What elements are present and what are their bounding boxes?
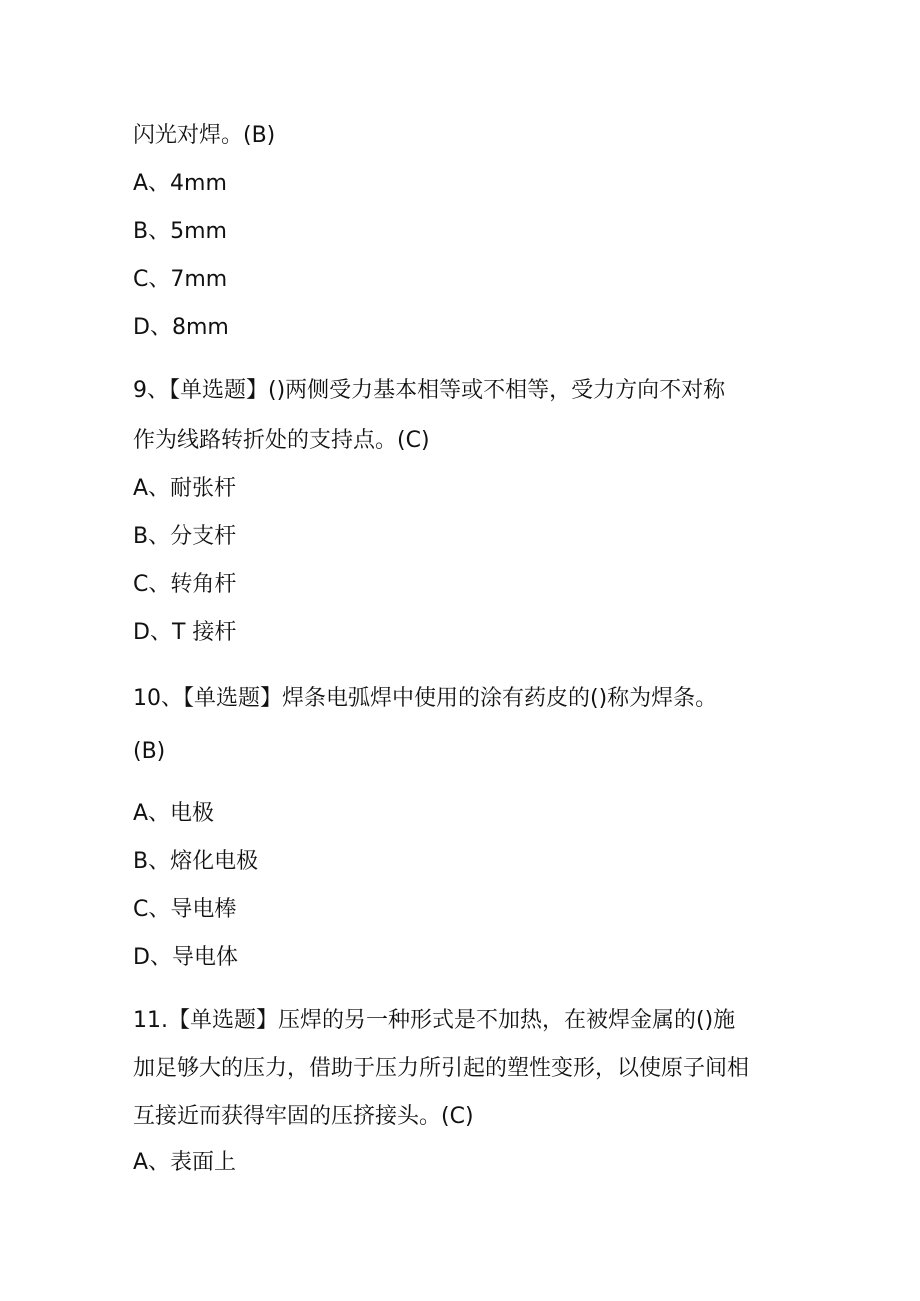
question-9-option-b: B、分支杆 bbox=[133, 524, 237, 549]
question-8-option-d: D、8mm bbox=[133, 315, 229, 340]
question-9-line-1: 9、【单选题】()两侧受力基本相等或不相等，受力方向不对称 bbox=[133, 378, 726, 403]
question-8-option-b: B、5mm bbox=[133, 219, 227, 244]
question-8-tail: 闪光对焊。(B) bbox=[133, 123, 276, 148]
question-11-line-1: 11.【单选题】压焊的另一种形式是不加热，在被焊金属的()施 bbox=[133, 1008, 736, 1033]
question-11-option-a: A、表面上 bbox=[133, 1150, 237, 1175]
question-10-option-c: C、导电棒 bbox=[133, 897, 237, 922]
question-10-option-a: A、电极 bbox=[133, 801, 215, 826]
question-9-option-a: A、耐张杆 bbox=[133, 476, 237, 501]
question-10-option-d: D、导电体 bbox=[133, 945, 238, 970]
question-10-option-b: B、熔化电极 bbox=[133, 849, 259, 874]
question-9-option-c: C、转角杆 bbox=[133, 572, 237, 597]
question-10-line-2: (B) bbox=[133, 739, 166, 764]
question-11-line-2: 加足够大的压力，借助于压力所引起的塑性变形，以使原子间相 bbox=[133, 1056, 750, 1081]
question-9-option-d: D、T 接杆 bbox=[133, 620, 237, 645]
question-11-line-3: 互接近而获得牢固的压挤接头。(C) bbox=[133, 1104, 474, 1129]
question-8-option-a: A、4mm bbox=[133, 171, 227, 196]
question-10-line-1: 10、【单选题】焊条电弧焊中使用的涂有药皮的()称为焊条。 bbox=[133, 686, 718, 711]
question-9-line-2: 作为线路转折处的支持点。(C) bbox=[133, 428, 430, 453]
question-8-option-c: C、7mm bbox=[133, 267, 228, 292]
